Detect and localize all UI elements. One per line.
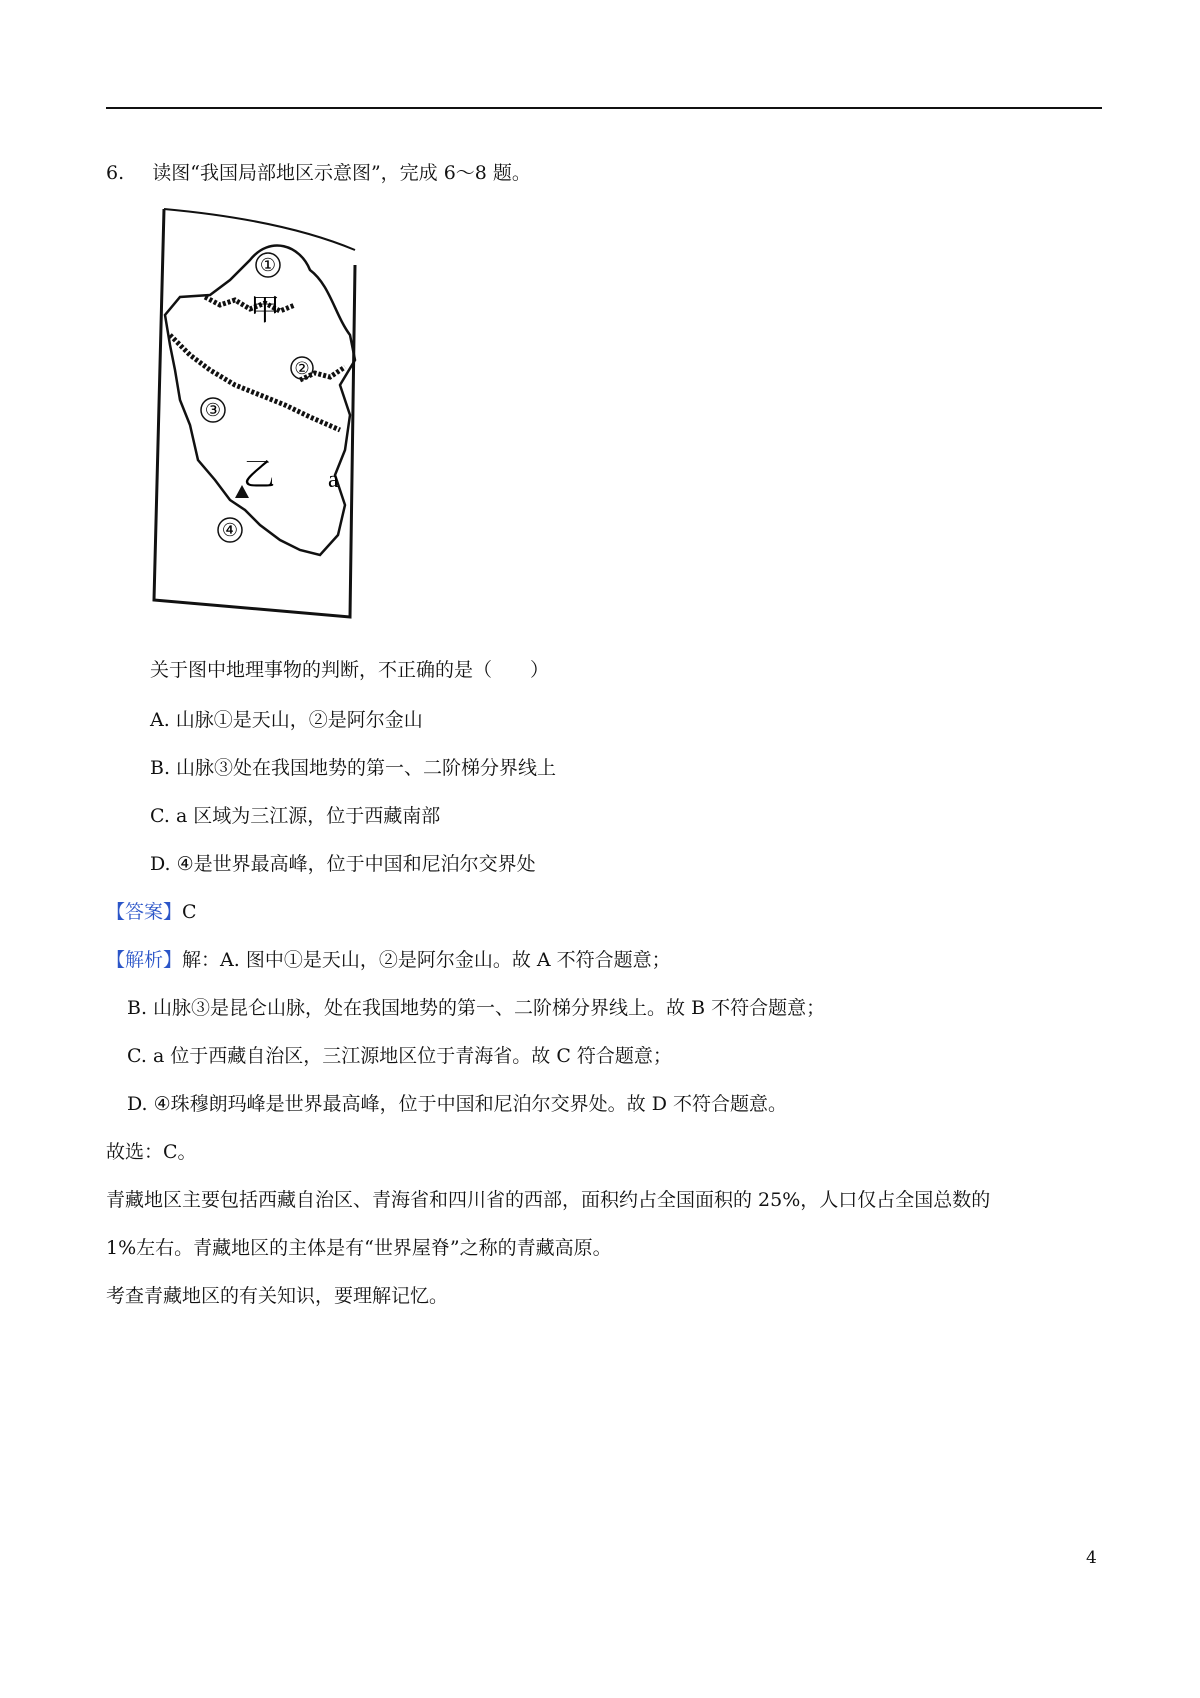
analysis-tag: 【解析】 [106, 949, 183, 971]
analysis-text-1: 解：A. 图中①是天山，②是阿尔金山。故 A 不符合题意； [182, 949, 671, 971]
answer-value: C [182, 901, 197, 923]
label-4: ④ [221, 520, 239, 540]
header-rule [106, 107, 1102, 109]
question-prompt: 关于图中地理事物的判断，不正确的是（ ） [150, 659, 550, 681]
analysis-line-1 [106, 947, 671, 973]
option-d: D. ④是世界最高峰，位于中国和尼泊尔交界处 [150, 853, 536, 875]
map-border-top [164, 209, 355, 250]
page-number: 4 [1086, 1548, 1097, 1568]
label-a: a [328, 467, 339, 493]
answer-tag: 【答案】 [106, 901, 183, 923]
option-a: A. 山脉①是天山，②是阿尔金山 [150, 709, 423, 731]
label-2: ② [294, 359, 310, 378]
question-stem: 读图“我国局部地区示意图”，完成 6～8 题。 [152, 162, 531, 184]
mountain-range-3 [170, 335, 340, 430]
option-c: C. a 区域为三江源，位于西藏南部 [150, 805, 441, 827]
analysis-text-4: D. ④珠穆朗玛峰是世界最高峰，位于中国和尼泊尔交界处。故 D 不符合题意。 [127, 1093, 787, 1115]
study-tip: 考查青藏地区的有关知识，要理解记忆。 [106, 1285, 449, 1307]
summary-line-1: 青藏地区主要包括西藏自治区、青海省和四川省的西部，面积约占全国面积的 25%，人口仅占全国总数的 [106, 1189, 991, 1211]
option-b: B. 山脉③处在我国地势的第一、二阶梯分界线上 [150, 757, 557, 779]
analysis-text-2: B. 山脉③是昆仑山脉，处在我国地势的第一、二阶梯分界线上。故 B 不符合题意； [127, 997, 826, 1019]
summary-line-2: 1%左右。青藏地区的主体是有“世界屋脊”之称的青藏高原。 [106, 1237, 612, 1259]
region-outline [165, 246, 355, 555]
label-jia: 甲 [250, 294, 280, 327]
question-number: 6. [106, 162, 125, 184]
answer-line [106, 899, 197, 925]
regional-map [150, 205, 390, 625]
final-choice: 故选：C。 [106, 1141, 197, 1163]
label-3: ③ [204, 400, 222, 420]
label-yi: 乙 [243, 456, 276, 492]
question-stem-line [106, 160, 531, 186]
analysis-text-3: C. a 位于西藏自治区，三江源地区位于青海省。故 C 符合题意； [127, 1045, 672, 1067]
label-1: ① [259, 255, 277, 275]
